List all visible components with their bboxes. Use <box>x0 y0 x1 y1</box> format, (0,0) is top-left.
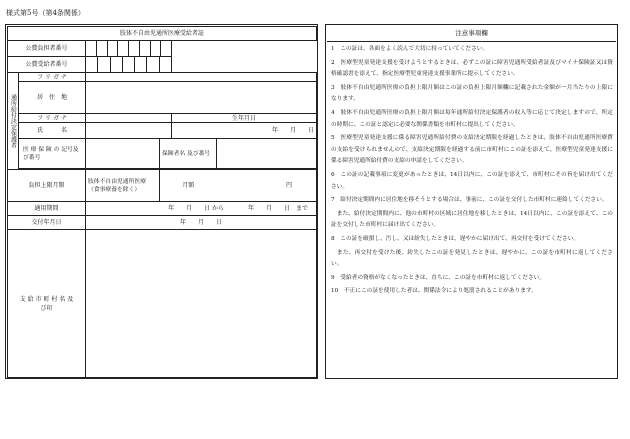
note-item: 1 この証は、各面をよく読んで大切に持っていてください。 <box>331 46 489 52</box>
limit-label: 負担上限月額 <box>8 170 86 202</box>
recipient-number-label: 公費受給者番号 <box>8 57 86 73</box>
birth-label: 生年月日 <box>172 114 317 123</box>
insurance-field[interactable] <box>86 139 160 169</box>
note-item: 2 医療型児童発達支援を受けようとするときは、必ずこの証に障害児通所受給者証及びマイナ保険証又は資格確認書を添えて、指定医療型児童発達支援事業所に提示してください。 <box>331 59 613 78</box>
birth-date-field[interactable]: 年 月 日 <box>172 123 317 139</box>
note-item: 8 この証を破損し、汚し、又は紛失したときは、遅やかに届け出て、再交付を受けてください。 <box>331 235 580 242</box>
recipient-number-cells[interactable] <box>86 57 172 73</box>
note-item: 4 肢体不自由児通所医療の負担上限月額は毎年通所給付決定保護者の収入等に応じて決定しますので、所定の時期に、この証と認定に必要な関係書類を市町村に提出してください。 <box>331 109 613 128</box>
period-label: 適用期間 <box>8 202 86 216</box>
notes-title: 注意事項欄 <box>327 26 616 42</box>
payer-number-cells[interactable] <box>86 41 172 57</box>
insurer-label: 保険者名 及び番号 <box>160 139 217 169</box>
insurer-field[interactable] <box>217 139 317 169</box>
blank-area-2 <box>172 57 317 73</box>
guardian-label: 通所給付決定保護者 <box>8 73 19 170</box>
name-field[interactable] <box>86 123 172 139</box>
furigana-field-2[interactable] <box>86 114 172 123</box>
form-title: 肢体不自由児通所医療受給者証 <box>8 27 317 41</box>
period-field[interactable]: 年 月 日 から 年 月 日 まで <box>86 202 317 216</box>
note-item: また、再交付を受けた後、紛失したこの証を発見したときは、遅やかに、この証を市町村に返してください。 <box>331 249 613 268</box>
insurance-label: 医 療 保 険 の 記号及び番号 <box>19 139 86 169</box>
note-item: 6 この証の記載事項に変更があったときは、14日以内に、この証を添えて、市町村にその旨を届け出てください。 <box>331 171 613 190</box>
monthly-amount-field[interactable]: 円 <box>217 170 317 202</box>
note-item: 5 医療型児童発達支援に係る障害児通所給付費の支給決定期限を経過したときは、肢体不自由児通所医療費の支給を受けられませんので、支給決定期限を経過する前に市町村にこの証を添えて、医療型児童発達支援に係る障害児通所給付費の支給の申請をしてください。 <box>331 135 613 165</box>
certificate-table <box>7 26 317 378</box>
note-item: 3 肢体不自由児通所医療の負担上限月額はこの証の負担上限月額欄に記載された金額が一月当たりの上限になります。 <box>331 84 613 103</box>
note-item: 10 不正にこの証を使用した者は、関係法令により処罰されることがあります。 <box>331 288 537 295</box>
note-item: 7 給付決定期間内に居住地を移そうとする場合は、事前に、この証を交付した市町村に連絡してください。 <box>331 197 608 204</box>
issue-date-field[interactable]: 年 月 日 <box>86 216 317 230</box>
furigana-label: フ リ ガ ナ <box>19 73 86 82</box>
form-caption: 様式第5号（第4条関係） <box>6 9 85 17</box>
issue-label: 交付年月日 <box>8 216 86 230</box>
monthly-label: 月額 <box>160 170 217 202</box>
municipality-field[interactable] <box>86 230 317 378</box>
payer-number-label: 公費負担者番号 <box>8 41 86 57</box>
limit-sub-label: 肢体不自由児通所医療（食事療養を除く） <box>86 170 160 202</box>
furigana-label-2: フ リ ガ ナ <box>19 114 86 123</box>
note-item: また、給付決定期間内に、他の市町村の区域に居住地を移したときは、14日以内に、この証を添えて、この証を交付した市町村に届け出てください。 <box>331 210 613 229</box>
address-field[interactable] <box>86 82 317 114</box>
blank-area <box>172 41 317 57</box>
municipality-label: 支 給 市 町 村 名 及 び印 <box>8 230 86 378</box>
note-item: 9 受給者の資格がなくなったときは、直ちに、この証を市町村に返してください。 <box>331 274 546 281</box>
notes-list <box>331 44 613 300</box>
name-label: 氏 名 <box>19 123 86 139</box>
furigana-field[interactable] <box>86 73 317 82</box>
address-label: 居 住 地 <box>19 82 86 114</box>
